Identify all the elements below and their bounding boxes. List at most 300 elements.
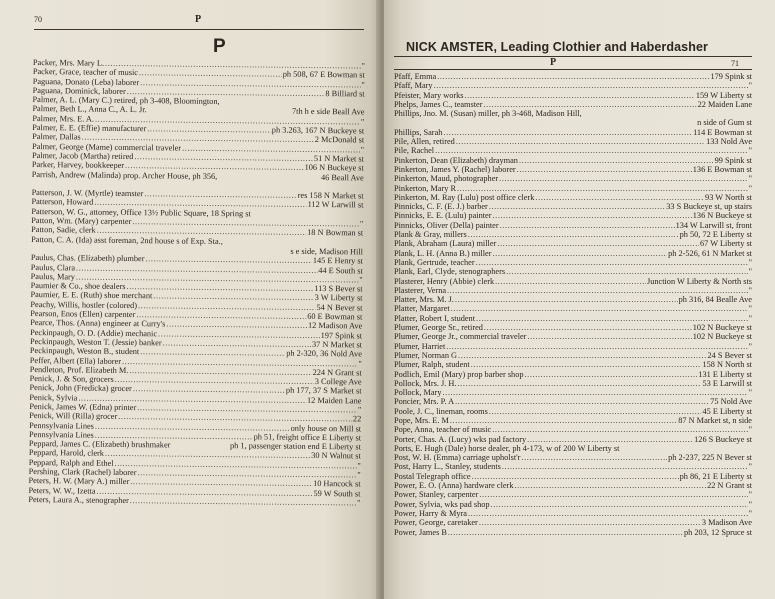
leader-dots: [492, 249, 667, 258]
entry-name: Phillips, Sarah: [394, 127, 443, 137]
entry-name: Plank, L. H. (Anna B.) miller: [394, 248, 492, 258]
entry-address: ph 177, 37 S Market st: [285, 386, 362, 396]
directory-entry: [394, 416, 752, 425]
entry-address: ": [748, 174, 752, 184]
directory-entry: [394, 258, 752, 267]
entry-name: Ports, E. Hugh (Dale) horse dealer, ph 4-173, w of 200 W Liberty st: [394, 443, 620, 453]
entry-name: Pfaff, Emma: [394, 72, 437, 81]
entry-address: 12 Madison Ave: [307, 321, 363, 331]
entry-address: 224 N Grant st: [312, 367, 362, 378]
left-page: [0, 0, 382, 599]
directory-entry: [394, 230, 752, 239]
directory-entry: [394, 174, 752, 183]
entry-name: Patterson, Howard: [31, 197, 94, 208]
entry-name: Pennsylvania Lines: [29, 429, 94, 440]
leader-dots: [455, 295, 678, 304]
entry-address: 99 Spink st: [714, 155, 752, 165]
leader-dots: [527, 332, 691, 341]
leader-dots: [476, 258, 748, 267]
entry-address: ": [357, 405, 362, 415]
directory-entry: [394, 137, 752, 146]
directory-entry: [394, 528, 752, 537]
entry-name: Plank & Gray, millers: [394, 230, 467, 240]
directory-entry: [394, 342, 752, 351]
directory-entry: [394, 128, 752, 137]
entry-address: 67 W Liberty st: [699, 239, 752, 249]
entry-address: ph 2-526, 61 N Market st: [668, 248, 752, 258]
entry-address: ": [748, 183, 752, 193]
entry-name: Palmer, E. E. (Effie) manufacturer: [32, 123, 147, 134]
leader-dots: [502, 462, 748, 471]
entry-address: 8 Billiard st: [325, 88, 365, 99]
entry-name: Porter, Chas. A. (Lucy) wks pad factory: [394, 434, 527, 444]
directory-entry: [394, 332, 752, 341]
page-number: 71: [731, 59, 739, 68]
entry-name: Packer, Mrs. Mary L.: [32, 58, 105, 68]
directory-entry: [394, 249, 752, 258]
directory-entry: [394, 370, 752, 379]
entry-name: Plank, Abraham (Laura) miller: [394, 239, 497, 249]
entry-name: Plank, Earl, Clyde, stenographers: [394, 267, 506, 277]
header-rule: [34, 29, 364, 30]
leader-dots: [446, 342, 747, 351]
entry-name: Pershing, Clark (Rachel) laborer: [28, 467, 137, 478]
directory-entry: [394, 435, 752, 444]
entry-address: 53 E Larwill st: [702, 378, 752, 388]
leader-dots: [471, 360, 702, 369]
entry-name: Phelps, James C., teamster: [394, 99, 483, 109]
leader-dots: [497, 239, 699, 248]
entry-name: Poole, J. C., lineman, rooms: [394, 406, 488, 416]
leader-dots: [492, 425, 747, 434]
entry-name: Paulus, Mary: [30, 271, 76, 282]
entry-name: Pinkerton, Mary R: [394, 183, 456, 193]
entry-address: ": [748, 462, 752, 472]
entry-name: Plasterer, Verna: [394, 285, 447, 295]
header-rule: [394, 56, 752, 57]
leader-dots: [450, 416, 677, 425]
entry-name: Patton, Wm. (Mary) carpenter: [31, 216, 132, 227]
entry-name: Power, James B: [394, 527, 447, 537]
entry-name: Penick, John (Fredicka) grocer: [29, 383, 132, 394]
entry-address: 159 W Liberty st: [695, 90, 752, 100]
entry-address: 22 N Grant st: [707, 481, 752, 491]
directory-entry: [394, 72, 752, 81]
directory-entry: [394, 277, 752, 286]
directory-entry: [394, 509, 752, 518]
entry-name: Plumer, Norman G: [394, 350, 458, 360]
entry-name: Power, George, caretaker: [394, 518, 478, 528]
entry-name: Peachy, Willis, hostler (colored): [30, 299, 138, 310]
entry-address: 93 W North st: [705, 192, 752, 202]
leader-dots: [130, 496, 356, 508]
directory-entry: [394, 323, 752, 332]
entry-address: 136 E Bowman st: [692, 164, 752, 174]
section-letter: P: [213, 36, 226, 57]
leader-dots: [484, 323, 692, 332]
entry-name: Podlich, Emil (Mary) prop barber shop: [394, 369, 524, 379]
directory-entry: [394, 286, 752, 295]
entry-name: Penick, James W. (Edna) printer: [29, 401, 137, 413]
entry-address: ph 203, 12 Spruce st: [684, 527, 752, 537]
entry-address: ph 1, passenger station end E Liberty st: [230, 441, 361, 452]
entry-name: Post, W. H. (Emma) carriage upholst'r: [394, 453, 521, 463]
leader-dots: [527, 435, 693, 444]
entry-address: ": [748, 508, 752, 518]
entry-address: only house on Mill st: [290, 423, 362, 434]
entry-address: ": [360, 117, 365, 127]
entry-address: 30 N Walnut st: [311, 451, 361, 461]
directory-entry: [394, 379, 752, 388]
entry-name: Pennsylvania Lines: [29, 420, 94, 431]
leader-dots: [455, 397, 709, 406]
directory-entry: [394, 100, 752, 109]
leader-dots: [479, 518, 701, 527]
entry-address: ": [357, 470, 361, 480]
entry-address: Junction W Liberty & North sts: [646, 276, 752, 286]
entry-name: Pinnicks, E. E. (Lulu) painter: [394, 211, 492, 221]
entry-address: 33 S Buckeye st, up stairs: [666, 202, 752, 212]
leader-dots: [495, 277, 646, 286]
entry-name: Patton, C. A. (Ida) asst foreman, 2nd house s of Exp. Sta.,: [31, 234, 223, 246]
entry-address: ph 3.263, 167 N Buckeye st: [271, 125, 365, 136]
entry-name: Palmer, A. L. (Mary C.) retired, ph 3-408, Bloomington,: [32, 95, 220, 107]
entry-name: Patterson, J. W. (Myrtle) teamster: [31, 188, 144, 199]
leader-dots: [489, 407, 702, 416]
directory-entry: [394, 453, 752, 462]
leader-dots: [171, 448, 229, 449]
entry-name: Peters, W. W., Izetta: [28, 485, 96, 496]
entry-address: ph 51, freight office E Liberty st: [253, 432, 362, 443]
directory-entry: [394, 193, 752, 202]
entry-name: Pfaff, Mary: [394, 81, 433, 91]
directory-entry: [394, 444, 752, 453]
entry-address: ": [748, 81, 752, 91]
entry-name: Pinkerton, Dean (Elizabeth) drayman: [394, 155, 518, 165]
leader-dots: [456, 137, 705, 146]
entry-name: Plank, Gertrude, teacher: [394, 257, 475, 267]
entry-address: ": [748, 425, 752, 435]
entry-address: 112 W Larwill st: [307, 200, 364, 210]
entry-name: Palmer, Beth L., Anna C., A. L. Jr.: [32, 104, 147, 115]
leader-dots: [492, 211, 691, 220]
leader-dots: [514, 481, 706, 490]
leader-dots: [465, 91, 695, 100]
directory-entry: [394, 118, 752, 127]
leader-dots: [434, 81, 748, 90]
directory-entry: [394, 109, 752, 118]
entry-name: Peffer, Albert (Ella) laborer: [29, 355, 122, 366]
leader-dots: [519, 156, 714, 165]
entry-address: 54 N Bever st: [316, 302, 363, 313]
directory-entry: [394, 81, 752, 90]
entry-address: 44 E South st: [318, 265, 363, 275]
entry-address: 2 McDonald st: [314, 135, 365, 145]
entry-name: Postal Telegraph office: [394, 471, 471, 481]
entry-name: Power, Stanley, carpenter: [394, 490, 479, 500]
entry-address: 46 Beall Ave: [321, 172, 364, 183]
entry-address: ph 50, 72 E Liberty st: [679, 230, 752, 240]
directory-entry: [394, 165, 752, 174]
leader-dots: [491, 500, 748, 509]
directory-entry: [394, 360, 752, 369]
directory-entry: [394, 184, 752, 193]
entry-address: 134 W Larwill st, front: [675, 220, 752, 230]
directory-entry: [394, 518, 752, 527]
entry-name: Pollock, Mary: [394, 388, 442, 398]
leader-dots: [224, 244, 362, 245]
entry-name: Packer, Grace, teacher of music: [32, 67, 139, 78]
leader-dots: [442, 388, 747, 397]
directory-entry: [394, 211, 752, 220]
entry-name: Pinnicks, C. F. (E. J.) barber: [394, 202, 488, 212]
entry-name: Pinkerton, M. Ray (Lulu) post office clerk: [394, 192, 535, 202]
entry-address: ": [357, 461, 361, 471]
entry-name: Pile, Rachel: [394, 146, 435, 156]
directory-entries-right: [394, 72, 752, 537]
entry-address: 45 E Liberty st: [702, 406, 752, 416]
entry-address: ": [358, 358, 362, 368]
entry-address: ": [748, 313, 752, 323]
entry-address: 51 N Market st: [313, 153, 365, 164]
leader-dots: [252, 216, 363, 217]
directory-entry: [394, 481, 752, 490]
entry-address: ": [748, 341, 752, 351]
entry-name: Power, E. O. (Anna) hardware clerk: [394, 481, 514, 491]
entry-address: 133 Nold Ave: [706, 137, 752, 147]
leader-dots: [476, 314, 748, 323]
entry-name: Penick, Sylvia: [29, 392, 78, 403]
leader-dots: [521, 453, 667, 462]
directory-entry: [394, 388, 752, 397]
entry-name: Pendleton, Prof. Elizabeth M.: [29, 364, 129, 375]
entry-name: Paulus, Clara: [30, 262, 76, 272]
leader-dots: [148, 113, 291, 115]
entry-name: Pfeister, Mary works: [394, 90, 464, 100]
entry-name: Palmer, Mrs. E. A.: [32, 113, 95, 124]
entry-name: Paguana, Donato (Leba) laborer: [32, 76, 140, 87]
running-head-letter: P: [550, 57, 557, 68]
directory-entry: [394, 267, 752, 276]
leader-dots: [472, 472, 679, 481]
directory-entry: [394, 156, 752, 165]
entry-name: Pollock, Mrs. J. H.: [394, 378, 457, 388]
entry-name: Plasterer, Henry (Abbie) clerk: [394, 276, 495, 286]
entry-address: ": [356, 498, 361, 508]
leader-dots: [447, 286, 748, 295]
entry-address: 22: [352, 414, 362, 424]
entry-name: Peckinpaugh, Weston T. (Jessie) banker: [29, 336, 162, 348]
entry-name: Power, Sylvia, wks pad shop: [394, 499, 490, 509]
leader-dots: [221, 104, 364, 105]
entry-name: Peters, Laura A., stenographer: [28, 494, 129, 505]
directory-entry: [394, 314, 752, 323]
entry-name: Palmer, George (Mame) commercial traveler: [32, 141, 182, 153]
leader-dots: [218, 179, 320, 180]
entry-address: ": [359, 219, 364, 229]
entry-name: Paumier, E. E. (Ruth) shoe merchant: [30, 290, 153, 301]
entry-address: 12 Maiden Lane: [307, 395, 362, 406]
entry-address: 106 N Buckeye st: [304, 163, 364, 173]
directory-entry: [394, 500, 752, 509]
leader-dots: [489, 202, 665, 211]
leader-dots: [457, 379, 701, 388]
directory-entry: [394, 472, 752, 481]
entry-name: Pinnicks, Oliver (Della) painter: [394, 220, 499, 230]
leader-dots: [458, 351, 706, 360]
advertisement-banner: NICK AMSTER, Leading Clothier and Haberdasher: [406, 40, 708, 54]
entry-name: Platter, Margaret: [394, 304, 450, 314]
entry-name: Parker, Harvey, bookkeeper: [31, 160, 125, 171]
directory-entry: [394, 304, 752, 313]
entry-address: 87 N Market st, n side: [678, 415, 752, 425]
entry-address: ": [361, 80, 365, 90]
directory-entry: [394, 425, 752, 434]
entry-address: s e side, Madison Hill: [290, 246, 364, 257]
leader-dots: [468, 230, 679, 239]
entry-name: Power, Harry & Myra: [394, 508, 467, 518]
entry-name: Peppard, James C. (Elizabeth) brushmaker: [28, 439, 171, 450]
entry-address: ": [748, 304, 752, 314]
entry-address: ": [748, 267, 752, 277]
entry-name: Platter, Robert I, student: [394, 313, 476, 323]
entry-address: 24 S Bever st: [707, 350, 752, 360]
entry-address: 179 Spink st: [710, 72, 752, 81]
entry-address: 102 N Buckeye st: [692, 323, 752, 333]
right-page: [384, 0, 775, 599]
entry-address: ": [359, 275, 363, 285]
entry-address: 75 Nold Ave: [710, 397, 752, 407]
entry-name: Pope, Anna, teacher of music: [394, 425, 492, 435]
leader-dots: [525, 370, 698, 379]
entry-name: Plumer, George Jr., commercial traveler: [394, 332, 527, 342]
directory-entry: [394, 407, 752, 416]
entry-address: ": [748, 146, 752, 156]
leader-dots: [479, 490, 747, 499]
leader-dots: [468, 509, 748, 518]
directory-entry: [394, 295, 752, 304]
entry-name: Pile, Allen, retired: [394, 137, 455, 147]
entry-name: Plumer, George Sr., retired: [394, 323, 483, 333]
entry-name: Pinkerton, Maud, photographer: [394, 174, 499, 184]
entry-address: 114 E Bowman st: [693, 127, 752, 137]
entry-name: Peckinpaugh, O. D. (Addie) mechanic: [30, 327, 158, 338]
leader-dots: [517, 165, 692, 174]
entry-name: Palmer, Dallas: [32, 132, 81, 142]
entry-address: 18 N Bowman st: [307, 228, 364, 238]
leader-dots: [457, 184, 748, 193]
entry-name: Penick, J. & Son, grocers: [29, 374, 114, 384]
directory-entry: [394, 239, 752, 248]
entry-address: 158 N North st: [702, 360, 752, 370]
entry-name: Peters, H. W. (Mary A.) miller: [28, 476, 130, 487]
entry-name: Pearson, Enos (Ellen) carpenter: [30, 309, 136, 320]
page-number: 70: [34, 15, 42, 24]
entry-address: 3 College Ave: [314, 377, 362, 387]
entry-address: ph 316, 84 Bealle Ave: [678, 295, 752, 305]
entry-address: n side of Gum st: [697, 118, 752, 128]
entry-name: Plumer, Ralph, student: [394, 360, 470, 370]
entry-address: 131 E Liberty st: [698, 369, 752, 379]
entry-address: 37 N Market st: [311, 339, 363, 350]
entry-name: Poncier, Mrs. P. A: [394, 397, 455, 407]
leader-dots: [448, 528, 683, 537]
entry-name: Paumier & Co., shoe dealers: [30, 281, 126, 292]
entry-name: Peppard, Harold, clerk: [28, 448, 105, 459]
leader-dots: [437, 72, 709, 81]
entry-address: ": [748, 257, 752, 267]
directory-entry: [394, 490, 752, 499]
entry-name: Pope, Mrs. E. M: [394, 415, 449, 425]
entry-address: 126 S Buckeye st: [694, 434, 752, 444]
entry-address: ph 2-237, 225 N Bever st: [668, 453, 752, 463]
entry-name: Palmer, Jacob (Martha) retired: [31, 150, 134, 162]
entry-address: 22 Maiden Lane: [697, 99, 752, 109]
entry-address: ": [748, 490, 752, 500]
leader-dots: [535, 193, 704, 202]
entry-address: 3 Madison Ave: [701, 518, 752, 528]
directory-entry: [394, 202, 752, 211]
entry-name: Peckinpaugh, Weston B., student: [29, 346, 140, 357]
entry-address: 7th h e side Beall Ave: [291, 107, 365, 117]
directory-entry: [394, 146, 752, 155]
running-head-letter: P: [195, 14, 202, 25]
directory-entry: [394, 397, 752, 406]
entry-name: Paulus, Chas. (Elizabeth) plumber: [30, 253, 145, 264]
entry-address: 59 W South st: [313, 488, 361, 499]
entry-address: ": [748, 388, 752, 398]
leader-dots: [500, 221, 675, 230]
entry-address: 136 N Buckeye st: [692, 211, 752, 221]
leader-dots: [435, 146, 748, 155]
header-rule: [394, 69, 752, 70]
entry-name: Patton, Sadie, clerk: [31, 225, 96, 236]
entry-address: 113 S Bever st: [314, 284, 363, 294]
entry-name: Platter, Mrs. M. J.: [394, 295, 454, 305]
entry-name: Phillips, Jno. M. (Susan) miller, ph 3-468, Madison Hill,: [394, 109, 582, 119]
entry-address: ": [748, 285, 752, 295]
entry-address: ph 86, 21 E Liberty st: [679, 471, 752, 481]
entry-address: 60 E Bowman st: [307, 311, 363, 322]
entry-name: Patterson, W. G., attorney, Office 13½ Public Square, 18 Spring st: [31, 206, 251, 219]
entry-address: res 158 N Market st: [297, 190, 364, 201]
leader-dots: [484, 100, 697, 109]
entry-address: 197 Spink st: [320, 330, 363, 341]
entry-address: ph 508, 67 E Bowman st: [282, 69, 365, 80]
entry-name: Pinkerton, James Y. (Rachel) laborer: [394, 164, 516, 174]
leader-dots: [443, 128, 692, 137]
leader-dots: [506, 267, 748, 276]
entry-address: 3 W Liberty st: [314, 293, 363, 303]
entry-name: Paguana, Dominick, laborer: [32, 85, 126, 96]
entry-address: 10 Hancock st: [313, 479, 361, 489]
directory-entry: [394, 221, 752, 230]
entry-name: Parrish, Andrew (Malinda) prop. Archer House, ph 356,: [31, 169, 218, 181]
directory-entries-left: [28, 58, 365, 508]
entry-address: ": [361, 61, 365, 71]
entry-address: ": [748, 499, 752, 509]
entry-name: Penick, Will (Rilla) grocer: [29, 411, 118, 422]
entry-name: Plumer, Harriet: [394, 341, 446, 351]
directory-entry: [394, 462, 752, 471]
entry-name: Post, Harry L., Stanley, students: [394, 462, 501, 472]
leader-dots: [499, 174, 747, 183]
entry-address: ph 2-320, 36 Nold Ave: [286, 348, 362, 359]
entry-address: ": [360, 145, 365, 155]
directory-entry: [394, 91, 752, 100]
entry-address: 102 N Buckeye st: [692, 332, 752, 342]
entry-name: Peppard, Ralph and Ethel: [28, 457, 114, 468]
